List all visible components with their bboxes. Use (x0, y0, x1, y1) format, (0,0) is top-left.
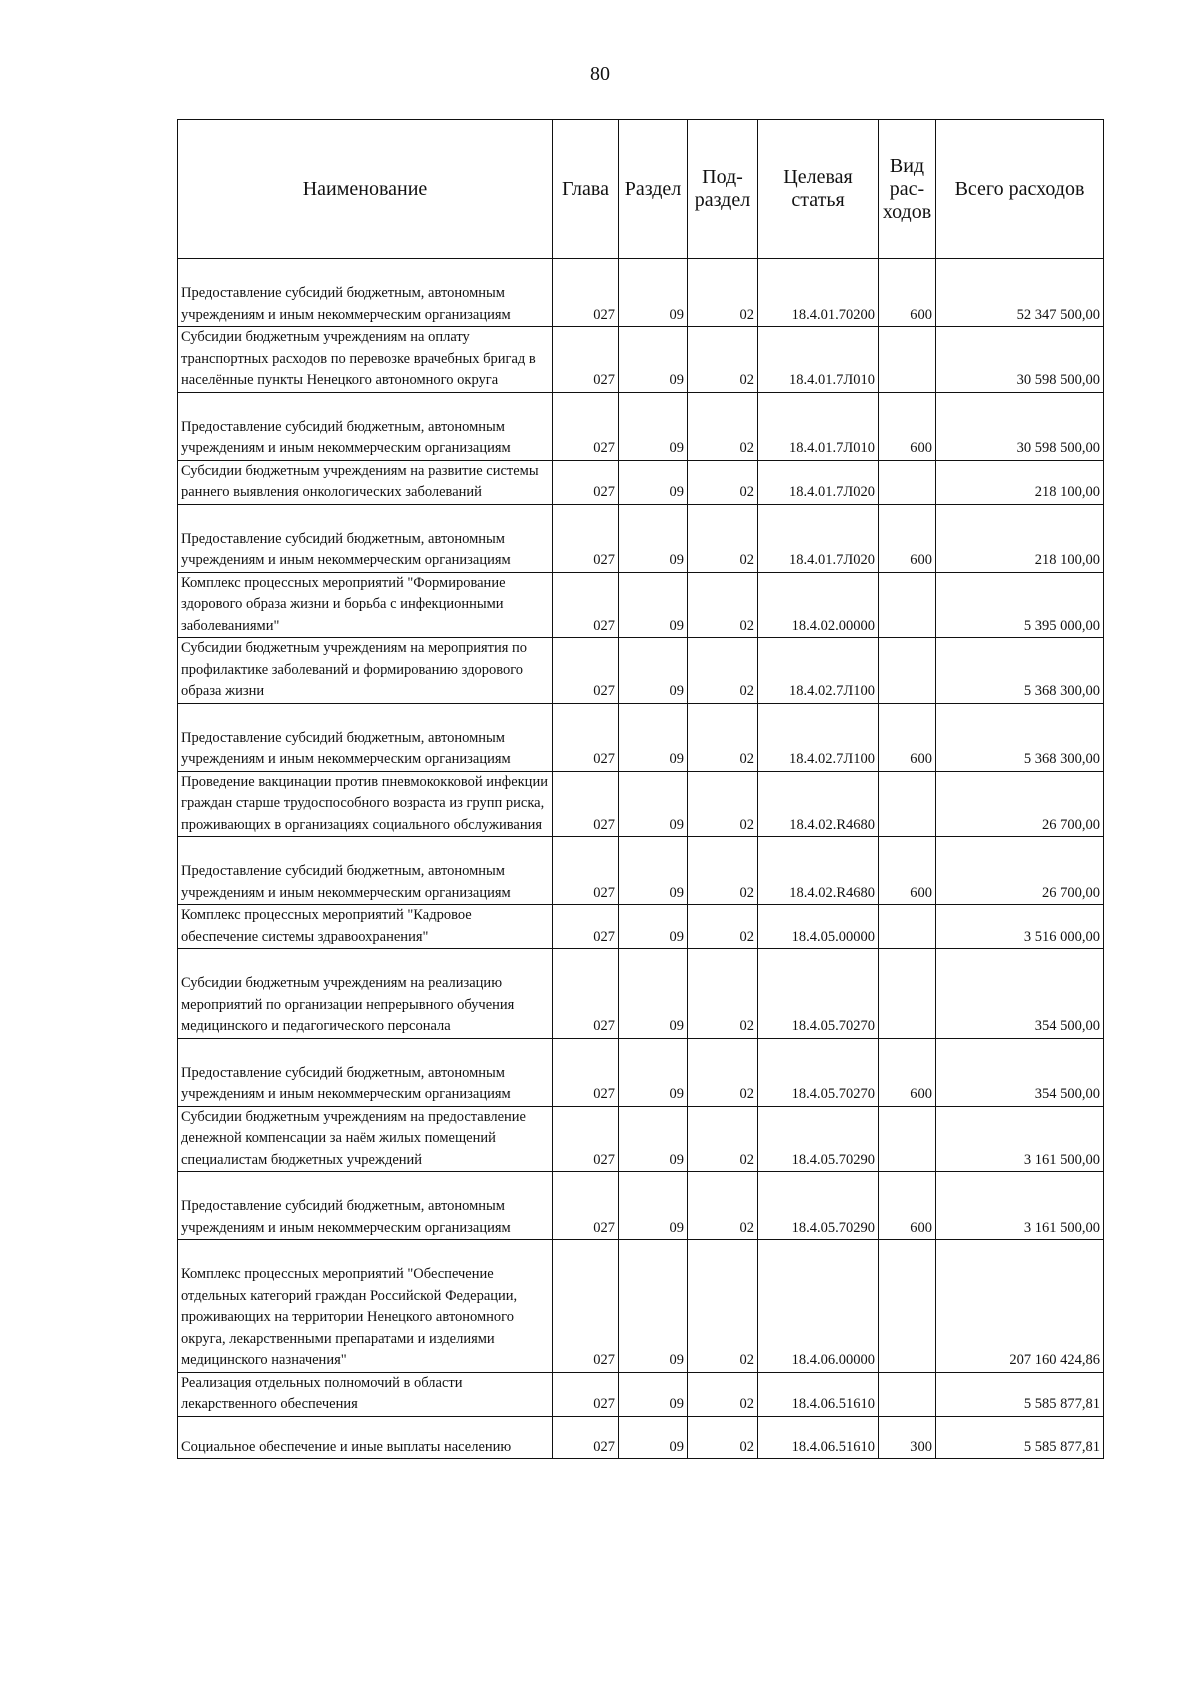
row-name: Субсидии бюджетным учреждениям на мероприятия по профилактике заболеваний и формированию здорового образа жизни (178, 638, 553, 704)
row-target: 18.4.05.70290 (758, 1172, 879, 1240)
row-type: 600 (879, 392, 936, 460)
row-target: 18.4.06.51610 (758, 1416, 879, 1459)
row-subsection: 02 (688, 1240, 758, 1373)
row-target: 18.4.01.7Л010 (758, 327, 879, 393)
table-row (178, 460, 1104, 504)
row-target: 18.4.01.7Л020 (758, 460, 879, 504)
row-chapter: 027 (553, 327, 619, 393)
row-total: 5 368 300,00 (936, 703, 1104, 771)
row-total: 30 598 500,00 (936, 327, 1104, 393)
header-type (879, 120, 936, 259)
row-total: 218 100,00 (936, 504, 1104, 572)
row-section: 09 (619, 1240, 688, 1373)
row-subsection: 02 (688, 504, 758, 572)
row-name: Предоставление субсидий бюджетным, автономным учреждениям и иным некоммерческим организациям (178, 1172, 553, 1240)
table-row (178, 837, 1104, 905)
row-subsection: 02 (688, 638, 758, 704)
row-type (879, 572, 936, 638)
row-total: 3 161 500,00 (936, 1106, 1104, 1172)
table-row (178, 1106, 1104, 1172)
row-type: 600 (879, 504, 936, 572)
row-section: 09 (619, 1372, 688, 1416)
row-section: 09 (619, 572, 688, 638)
row-section: 09 (619, 837, 688, 905)
row-type: 300 (879, 1416, 936, 1459)
row-target: 18.4.02.R4680 (758, 837, 879, 905)
row-section: 09 (619, 638, 688, 704)
row-section: 09 (619, 703, 688, 771)
row-target: 18.4.01.7Л020 (758, 504, 879, 572)
row-type: 600 (879, 837, 936, 905)
row-subsection: 02 (688, 905, 758, 949)
table-header-row (178, 120, 1104, 259)
table-row (178, 771, 1104, 837)
row-total: 52 347 500,00 (936, 259, 1104, 327)
row-chapter: 027 (553, 460, 619, 504)
table-row (178, 905, 1104, 949)
table-row (178, 1416, 1104, 1459)
row-name: Субсидии бюджетным учреждениям на оплату транспортных расходов по перевозке врачебных бригад в населённые пункты Ненецкого автономного округа (178, 327, 553, 393)
row-section: 09 (619, 460, 688, 504)
row-total: 207 160 424,86 (936, 1240, 1104, 1373)
header-type-line3: ходов (882, 200, 932, 223)
row-chapter: 027 (553, 1372, 619, 1416)
row-name: Комплекс процессных мероприятий "Кадровое обеспечение системы здравоохранения" (178, 905, 553, 949)
header-subsection-line2: раздел (694, 189, 751, 211)
row-type (879, 638, 936, 704)
row-target: 18.4.02.7Л100 (758, 638, 879, 704)
row-target: 18.4.05.70270 (758, 949, 879, 1039)
header-chapter: Глава (553, 120, 619, 259)
row-name: Предоставление субсидий бюджетным, автономным учреждениям и иным некоммерческим организациям (178, 392, 553, 460)
table-row (178, 327, 1104, 393)
table-row (178, 1038, 1104, 1106)
header-type-line2: рас- (889, 177, 925, 200)
row-type (879, 949, 936, 1039)
row-name: Предоставление субсидий бюджетным, автономным учреждениям и иным некоммерческим организациям (178, 703, 553, 771)
row-name: Субсидии бюджетным учреждениям на реализацию мероприятий по организации непрерывного обучения медицинского и педагогического персонала (178, 949, 553, 1039)
row-subsection: 02 (688, 460, 758, 504)
table-row (178, 949, 1104, 1039)
row-type (879, 1372, 936, 1416)
row-target: 18.4.01.70200 (758, 259, 879, 327)
row-subsection: 02 (688, 949, 758, 1039)
row-section: 09 (619, 504, 688, 572)
row-name: Субсидии бюджетным учреждениям на предоставление денежной компенсации за наём жилых помещений специалистам бюджетных учреждений (178, 1106, 553, 1172)
row-total: 3 161 500,00 (936, 1172, 1104, 1240)
row-chapter: 027 (553, 392, 619, 460)
row-section: 09 (619, 905, 688, 949)
row-target: 18.4.06.00000 (758, 1240, 879, 1373)
row-type: 600 (879, 259, 936, 327)
row-total: 5 395 000,00 (936, 572, 1104, 638)
row-type (879, 327, 936, 393)
table-row (178, 572, 1104, 638)
row-section: 09 (619, 259, 688, 327)
row-subsection: 02 (688, 1172, 758, 1240)
row-chapter: 027 (553, 504, 619, 572)
row-subsection: 02 (688, 837, 758, 905)
row-chapter: 027 (553, 949, 619, 1039)
row-target: 18.4.02.00000 (758, 572, 879, 638)
page-number: 80 (590, 63, 610, 85)
row-type: 600 (879, 703, 936, 771)
header-target (758, 120, 879, 259)
row-subsection: 02 (688, 703, 758, 771)
row-subsection: 02 (688, 572, 758, 638)
budget-table (177, 119, 1104, 1459)
header-subsection (688, 120, 758, 259)
row-subsection: 02 (688, 771, 758, 837)
row-section: 09 (619, 392, 688, 460)
row-section: 09 (619, 1038, 688, 1106)
row-chapter: 027 (553, 837, 619, 905)
row-target: 18.4.05.70270 (758, 1038, 879, 1106)
row-chapter: 027 (553, 572, 619, 638)
row-total: 3 516 000,00 (936, 905, 1104, 949)
row-subsection: 02 (688, 392, 758, 460)
row-type (879, 1240, 936, 1373)
row-type (879, 460, 936, 504)
header-subsection-line1: Под- (702, 166, 743, 188)
header-type-line1: Вид (889, 154, 925, 177)
row-section: 09 (619, 771, 688, 837)
table-row (178, 1240, 1104, 1373)
row-total: 354 500,00 (936, 949, 1104, 1039)
row-name: Предоставление субсидий бюджетным, автономным учреждениям и иным некоммерческим организациям (178, 1038, 553, 1106)
row-chapter: 027 (553, 1106, 619, 1172)
table-row (178, 1172, 1104, 1240)
row-section: 09 (619, 1172, 688, 1240)
row-name: Предоставление субсидий бюджетным, автономным учреждениям и иным некоммерческим организациям (178, 259, 553, 327)
row-chapter: 027 (553, 638, 619, 704)
row-section: 09 (619, 1106, 688, 1172)
row-subsection: 02 (688, 1038, 758, 1106)
row-target: 18.4.05.70290 (758, 1106, 879, 1172)
row-subsection: 02 (688, 1416, 758, 1459)
row-section: 09 (619, 327, 688, 393)
row-chapter: 027 (553, 1038, 619, 1106)
table-row (178, 1372, 1104, 1416)
table-row (178, 703, 1104, 771)
row-subsection: 02 (688, 327, 758, 393)
row-type (879, 905, 936, 949)
row-type: 600 (879, 1172, 936, 1240)
row-section: 09 (619, 949, 688, 1039)
row-chapter: 027 (553, 1172, 619, 1240)
header-target-line1: Целевая (783, 166, 853, 188)
row-total: 26 700,00 (936, 837, 1104, 905)
row-type: 600 (879, 1038, 936, 1106)
table-row (178, 259, 1104, 327)
row-target: 18.4.01.7Л010 (758, 392, 879, 460)
row-chapter: 027 (553, 905, 619, 949)
row-subsection: 02 (688, 259, 758, 327)
row-total: 354 500,00 (936, 1038, 1104, 1106)
row-chapter: 027 (553, 703, 619, 771)
header-total: Всего расходов (936, 120, 1104, 259)
row-name: Комплекс процессных мероприятий "Обеспечение отдельных категорий граждан Российской Федерации, проживающих на территории Ненецкого автономного округа, лекарственными препаратами и изделиями медицинского назначения" (178, 1240, 553, 1373)
row-section: 09 (619, 1416, 688, 1459)
row-total: 218 100,00 (936, 460, 1104, 504)
row-name: Предоставление субсидий бюджетным, автономным учреждениям и иным некоммерческим организациям (178, 504, 553, 572)
row-target: 18.4.06.51610 (758, 1372, 879, 1416)
header-name: Наименование (178, 120, 553, 259)
row-chapter: 027 (553, 1416, 619, 1459)
row-name: Комплекс процессных мероприятий "Формирование здорового образа жизни и борьба с инфекционными заболеваниями" (178, 572, 553, 638)
row-target: 18.4.02.R4680 (758, 771, 879, 837)
header-section: Раздел (619, 120, 688, 259)
table-row (178, 392, 1104, 460)
row-chapter: 027 (553, 771, 619, 837)
row-name: Субсидии бюджетным учреждениям на развитие системы раннего выявления онкологических заболеваний (178, 460, 553, 504)
row-total: 5 585 877,81 (936, 1416, 1104, 1459)
row-name: Предоставление субсидий бюджетным, автономным учреждениям и иным некоммерческим организациям (178, 837, 553, 905)
row-total: 5 368 300,00 (936, 638, 1104, 704)
header-target-line2: статья (791, 189, 845, 211)
row-type (879, 1106, 936, 1172)
row-total: 30 598 500,00 (936, 392, 1104, 460)
row-name: Реализация отдельных полномочий в области лекарственного обеспечения (178, 1372, 553, 1416)
row-chapter: 027 (553, 1240, 619, 1373)
row-subsection: 02 (688, 1372, 758, 1416)
row-target: 18.4.05.00000 (758, 905, 879, 949)
table-row (178, 504, 1104, 572)
row-target: 18.4.02.7Л100 (758, 703, 879, 771)
row-total: 5 585 877,81 (936, 1372, 1104, 1416)
row-total: 26 700,00 (936, 771, 1104, 837)
row-subsection: 02 (688, 1106, 758, 1172)
table-row (178, 638, 1104, 704)
row-type (879, 771, 936, 837)
row-name: Проведение вакцинации против пневмококковой инфекции граждан старше трудоспособного возраста из групп риска, проживающих в организациях социального обслуживания (178, 771, 553, 837)
row-chapter: 027 (553, 259, 619, 327)
row-name: Социальное обеспечение и иные выплаты населению (178, 1416, 553, 1459)
